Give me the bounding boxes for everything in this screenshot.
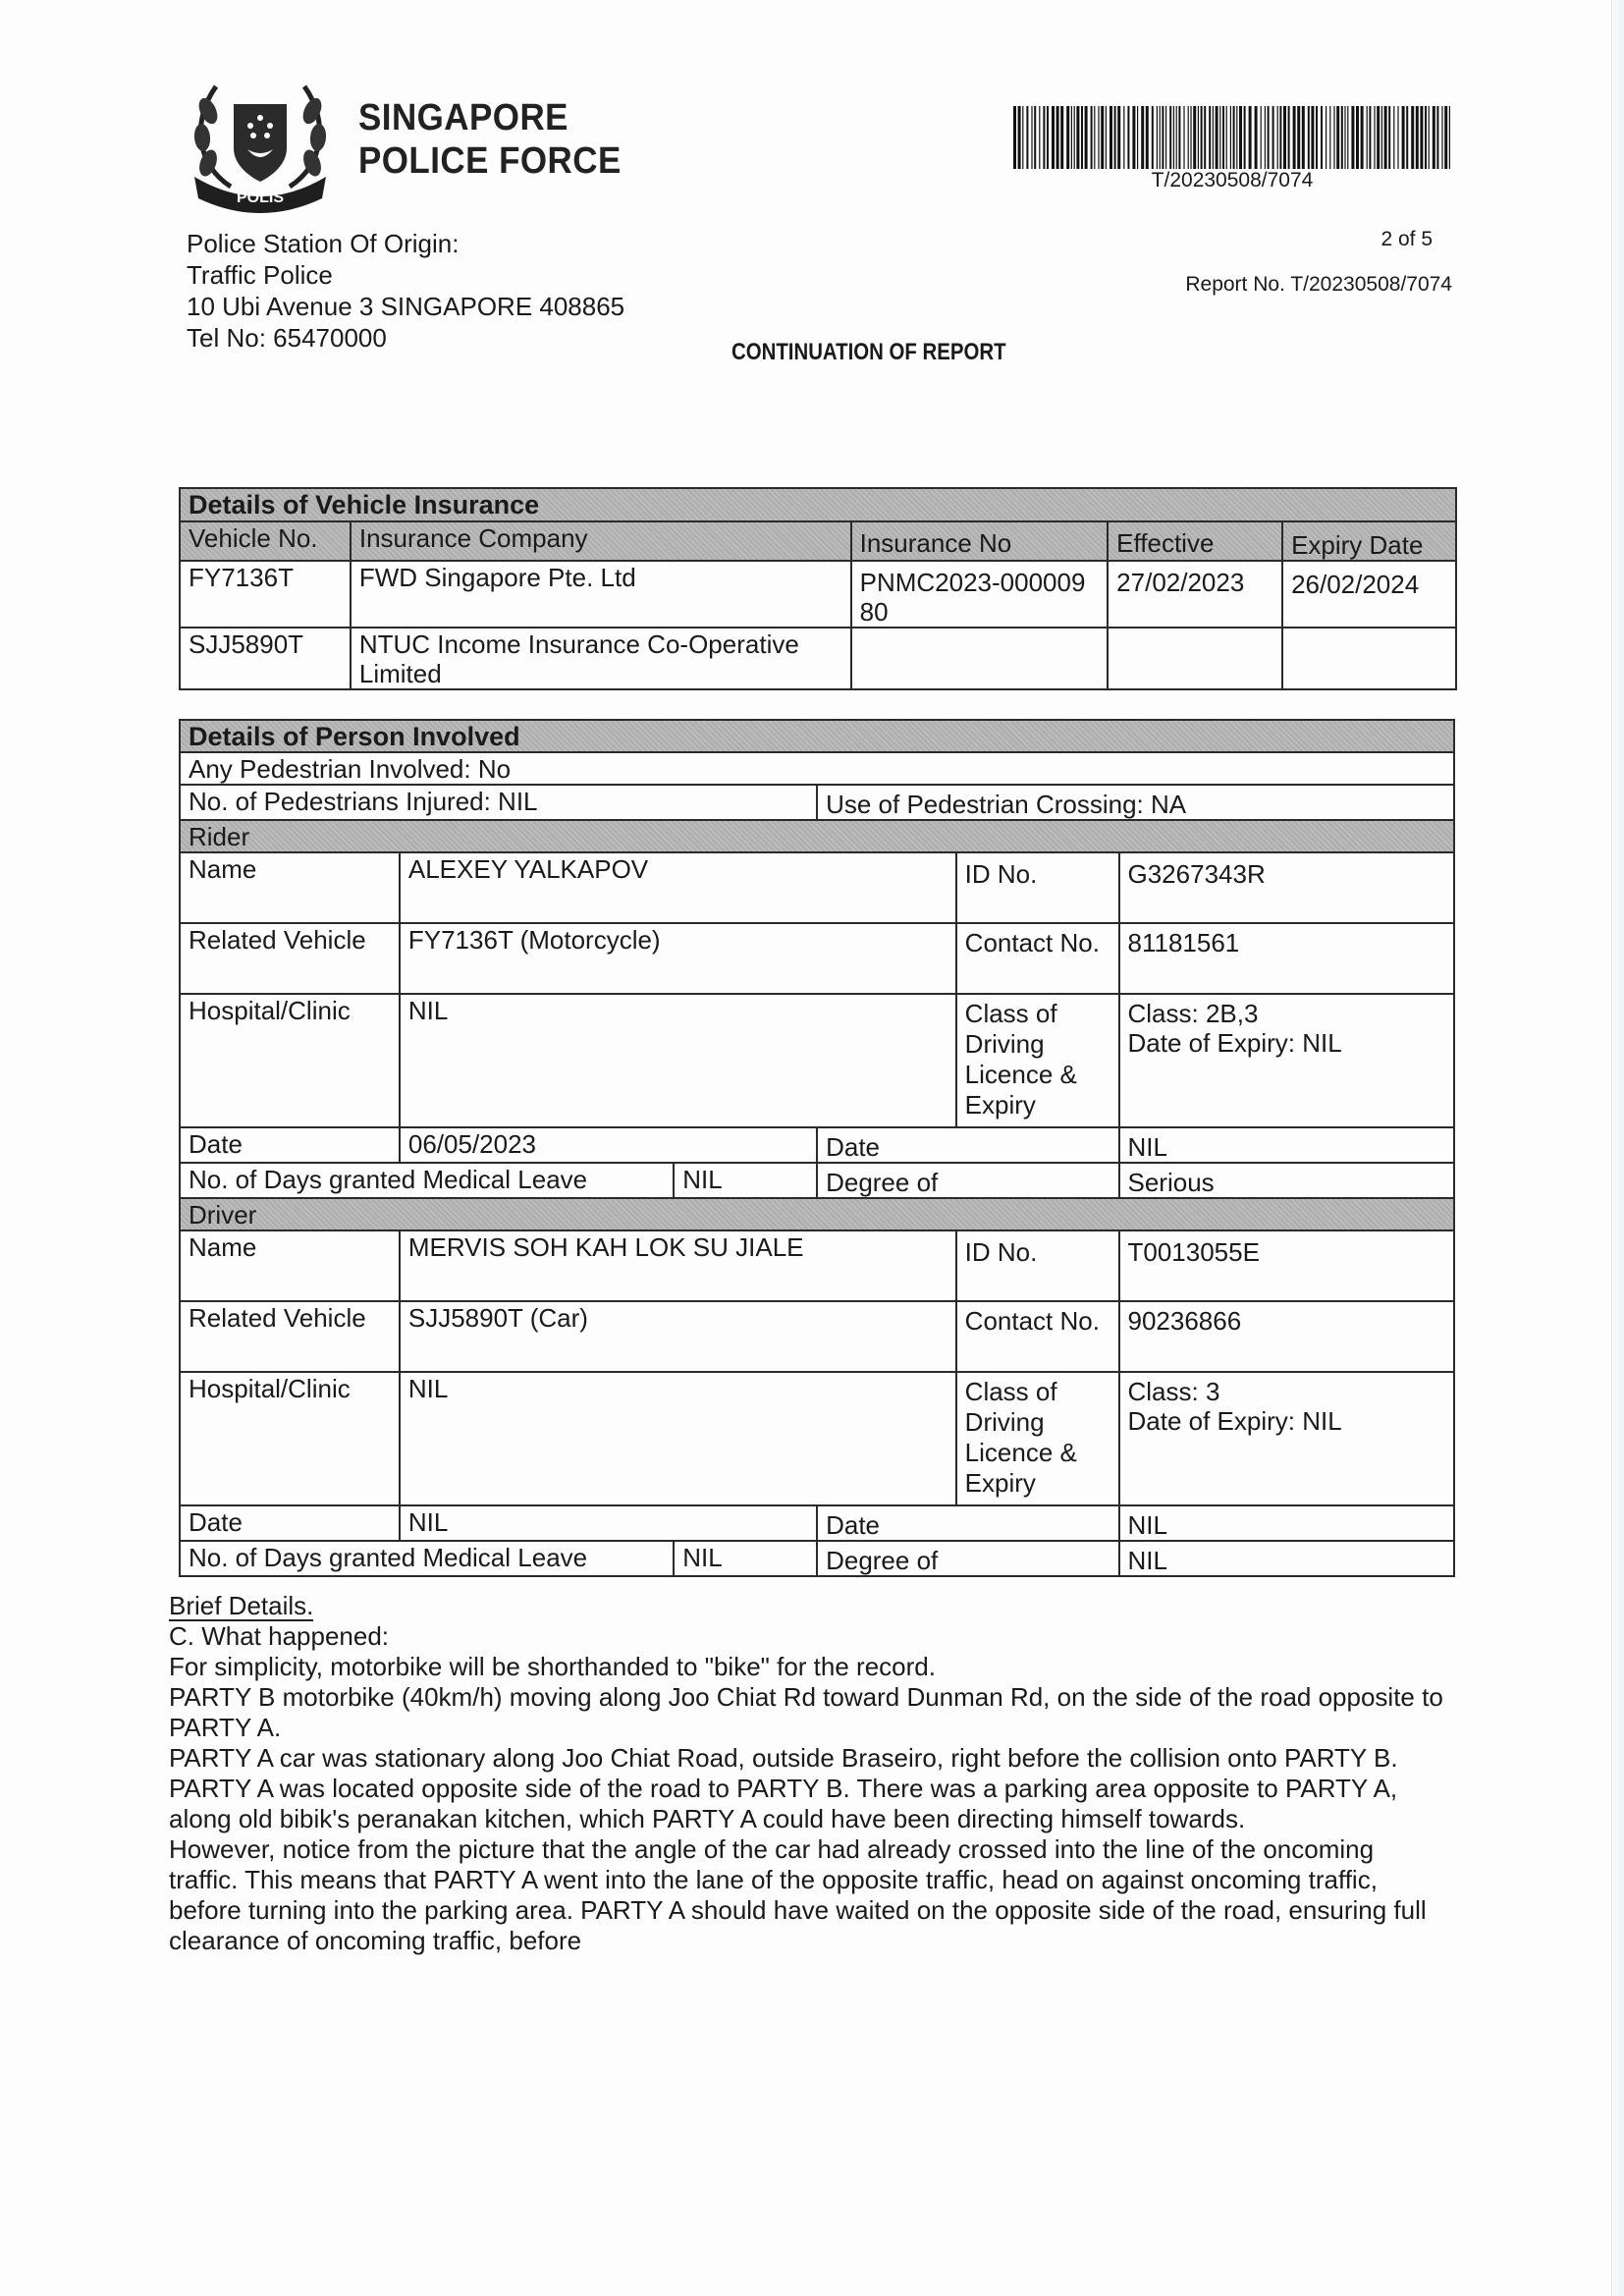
barcode-bar	[1198, 106, 1199, 169]
driver-licence	[1119, 1372, 1455, 1505]
barcode-bar	[1411, 106, 1414, 169]
driver-date-2: NIL	[1119, 1505, 1455, 1541]
barcode-bar	[1416, 106, 1419, 169]
barcode-bar	[1233, 106, 1235, 169]
barcode-bar	[1347, 106, 1348, 169]
origin-address: 10 Ubi Avenue 3 SINGAPORE 408865	[187, 292, 625, 321]
barcode-bar	[1193, 106, 1196, 169]
table-header-row	[180, 521, 1456, 561]
driver-id-no: T0013055E	[1119, 1230, 1455, 1301]
label-id-no: ID No.	[956, 852, 1119, 923]
brief-paragraph: However, notice from the picture that the angle of the car had already crossed into the line of the oncoming traffic. This means that PARTY A went into the lane of the opposite traffic, head on against oncoming traffic, before turning into the parking area. PARTY A should have waited on the opposite side of the road, ensuring full clearance of oncoming traffic, before	[169, 1834, 1427, 1955]
rider-id-no: G3267343R	[1119, 852, 1455, 923]
section-title: Details of Vehicle Insurance	[180, 488, 1456, 521]
barcode-bar	[1265, 106, 1266, 169]
barcode-bar	[1178, 106, 1180, 169]
label-date-2: Date	[817, 1127, 1118, 1163]
person-involved-table	[179, 719, 1455, 1577]
table-row	[180, 628, 1456, 689]
driver-related-vehicle: SJJ5890T (Car)	[400, 1301, 956, 1372]
column-header: Effective	[1108, 521, 1282, 561]
barcode-bar	[1123, 106, 1124, 169]
barcode-bar	[1249, 106, 1252, 169]
barcode-bar	[1013, 106, 1016, 169]
barcode-bar	[1261, 106, 1262, 169]
barcode-bar	[1329, 106, 1330, 169]
barcode-bar	[1117, 106, 1120, 169]
label-degree: Degree of	[817, 1541, 1118, 1576]
label-related-vehicle: Related Vehicle	[180, 923, 400, 994]
brand-name	[358, 96, 622, 183]
label-hospital: Hospital/Clinic	[180, 994, 400, 1127]
rider-date: 06/05/2023	[400, 1127, 817, 1163]
barcode-bar	[1381, 106, 1382, 169]
barcode-bar	[1272, 106, 1274, 169]
column-header: Vehicle No.	[180, 521, 351, 561]
label-id-no: ID No.	[956, 1230, 1119, 1301]
pedestrian-crossing: Use of Pedestrian Crossing: NA	[817, 785, 1454, 820]
police-crest-logo	[187, 67, 334, 214]
barcode-bar	[1091, 106, 1093, 169]
barcode-bar	[1026, 106, 1028, 169]
brief-subheading: C. What happened:	[169, 1621, 390, 1651]
pedestrians-injured: No. of Pedestrians Injured: NIL	[180, 785, 817, 820]
barcode-bar	[1239, 106, 1242, 169]
barcode-bar	[1297, 106, 1300, 169]
barcode-bar	[1094, 106, 1095, 169]
label-hospital: Hospital/Clinic	[180, 1372, 400, 1505]
barcode-bar	[1176, 106, 1177, 169]
column-header: Expiry Date	[1282, 521, 1456, 561]
driver-licence-class: Class: 3	[1127, 1377, 1220, 1406]
driver-licence-expiry: Date of Expiry: NIL	[1127, 1406, 1342, 1436]
barcode-bar	[1052, 106, 1055, 169]
barcode-bar	[1039, 106, 1040, 169]
barcode-bar	[1308, 106, 1310, 169]
barcode-bar	[1425, 106, 1427, 169]
barcode-bar	[1302, 106, 1305, 169]
effective-date	[1108, 628, 1282, 689]
barcode-bar	[1022, 106, 1023, 169]
barcode-bar	[1384, 106, 1387, 169]
rider-licence	[1119, 994, 1455, 1127]
barcode-bar	[1279, 106, 1281, 169]
rider-contact-no: 81181561	[1119, 923, 1455, 994]
barcode-bar	[1374, 106, 1375, 169]
barcode-bar	[1152, 106, 1154, 169]
label-name: Name	[180, 1230, 400, 1301]
barcode-bar	[1160, 106, 1161, 169]
page-title: CONTINUATION OF REPORT	[731, 339, 1006, 365]
barcode-bar	[1388, 106, 1390, 169]
barcode-bar	[1060, 106, 1063, 169]
label-related-vehicle: Related Vehicle	[180, 1301, 400, 1372]
insurance-company: NTUC Income Insurance Co-Operative Limited	[351, 628, 851, 689]
label-degree: Degree of	[817, 1163, 1118, 1198]
barcode-bar	[1034, 106, 1036, 169]
barcode-bar	[1402, 106, 1405, 169]
barcode-bar	[1351, 106, 1354, 169]
barcode-bar	[1031, 106, 1032, 169]
label-date: Date	[180, 1505, 400, 1541]
label-contact-no: Contact No.	[956, 1301, 1119, 1372]
barcode-bar	[1393, 106, 1394, 169]
origin-name: Traffic Police	[187, 260, 333, 290]
driver-degree: NIL	[1119, 1541, 1455, 1576]
rider-licence-class: Class: 2B,3	[1127, 999, 1259, 1028]
barcode-bar	[1127, 106, 1129, 169]
barcode-bar	[1316, 106, 1318, 169]
barcode-bar	[1056, 106, 1059, 169]
barcode-bar	[1356, 106, 1359, 169]
crest-text: POLIS	[236, 190, 285, 206]
barcode-bar	[1444, 106, 1447, 169]
barcode-bar	[1336, 106, 1339, 169]
label-mc-days: No. of Days granted Medical Leave	[180, 1541, 674, 1576]
barcode-bar	[1293, 106, 1296, 169]
driver-date: NIL	[400, 1505, 817, 1541]
barcode-text: T/20230508/7074	[1151, 169, 1314, 191]
barcode-bar	[1188, 106, 1189, 169]
brief-paragraph: PARTY A car was stationary along Joo Chiat Road, outside Braseiro, right before the collision onto PARTY B. PARTY A was located opposite side of the road to PARTY B. There was a parking area opposite to PARTY A, along old bibik's peranakan kitchen, which PARTY A could have been directing himself towards.	[169, 1743, 1398, 1833]
barcode-bar	[1043, 106, 1045, 169]
rider-mc-days: NIL	[674, 1163, 817, 1198]
rider-degree: Serious	[1119, 1163, 1455, 1198]
barcode-bar	[1222, 106, 1224, 169]
barcode-bar	[1081, 106, 1083, 169]
barcode-bar	[1311, 106, 1314, 169]
barcode-bar	[1333, 106, 1334, 169]
column-header: Insurance No	[851, 521, 1109, 561]
driver-name: MERVIS SOH KAH LOK SU JIALE	[400, 1230, 956, 1301]
section-title: Details of Person Involved	[180, 720, 1454, 752]
barcode-bar	[1101, 106, 1104, 169]
barcode-bar	[1137, 106, 1138, 169]
barcode-bar	[1397, 106, 1398, 169]
barcode-bar	[1074, 106, 1075, 169]
rider-date-2: NIL	[1119, 1127, 1455, 1163]
rider-licence-expiry: Date of Expiry: NIL	[1127, 1028, 1342, 1058]
barcode-bar	[1183, 106, 1184, 169]
barcode-bar	[1341, 106, 1343, 169]
brief-heading: Brief Details.	[169, 1591, 314, 1620]
page-edge	[1611, 0, 1624, 2296]
barcode-bar	[1441, 106, 1442, 169]
label-mc-days: No. of Days granted Medical Leave	[180, 1163, 674, 1198]
barcode-bar	[1226, 106, 1227, 169]
barcode-bar	[1255, 106, 1258, 169]
barcode-bar	[1230, 106, 1231, 169]
barcode-bar	[1433, 106, 1435, 169]
barcode-bar	[1110, 106, 1112, 169]
barcode-bar	[1047, 106, 1049, 169]
barcode-bar	[1157, 106, 1158, 169]
label-date: Date	[180, 1127, 400, 1163]
barcode-bar	[1076, 106, 1079, 169]
barcode-bar	[1204, 106, 1206, 169]
barcode-bar	[1406, 106, 1408, 169]
barcode-bar	[1169, 106, 1171, 169]
insurance-no	[851, 628, 1109, 689]
barcode-bar	[1201, 106, 1203, 169]
barcode-bar	[1436, 106, 1438, 169]
brief-paragraph: For simplicity, motorbike will be shorthanded to "bike" for the record.	[169, 1652, 936, 1681]
barcode-bar	[1288, 106, 1290, 169]
barcode-bar	[1146, 106, 1149, 169]
station-of-origin	[187, 228, 624, 354]
brief-details	[169, 1591, 1445, 1956]
barcode-bar	[1449, 106, 1450, 169]
barcode-bar	[1209, 106, 1211, 169]
barcode-bar	[1114, 106, 1116, 169]
barcode-bar	[1377, 106, 1380, 169]
barcode-bar	[1190, 106, 1191, 169]
label-date-2: Date	[817, 1505, 1118, 1541]
label-licence: Class of Driving Licence & Expiry	[956, 1372, 1119, 1505]
barcode-bar	[1165, 106, 1166, 169]
rider-name: ALEXEY YALKAPOV	[400, 852, 956, 923]
barcode-bar	[1244, 106, 1246, 169]
driver-mc-days: NIL	[674, 1541, 817, 1576]
barcode-bar	[1141, 106, 1144, 169]
barcode-bar	[1429, 106, 1430, 169]
barcode-bar	[1018, 106, 1021, 169]
barcode-bar	[1321, 106, 1323, 169]
barcode-bar	[1420, 106, 1423, 169]
barcode-bar	[1369, 106, 1371, 169]
barcode-bar	[1085, 106, 1088, 169]
driver-section: Driver	[180, 1198, 1454, 1230]
barcode-bar	[1213, 106, 1214, 169]
page-number: 2 of 5	[1380, 228, 1433, 250]
barcode-bar	[1216, 106, 1218, 169]
rider-hospital: NIL	[400, 994, 956, 1127]
barcode-bar	[1071, 106, 1072, 169]
barcode-bar	[1268, 106, 1270, 169]
vehicle-insurance-table	[179, 487, 1457, 690]
barcode-bar	[1066, 106, 1069, 169]
report-number: Report No. T/20230508/7074	[1185, 273, 1452, 296]
effective-date: 27/02/2023	[1108, 561, 1282, 628]
column-header: Insurance Company	[351, 521, 851, 561]
insurance-company: FWD Singapore Pte. Ltd	[351, 561, 851, 628]
rider-related-vehicle: FY7136T (Motorcycle)	[400, 923, 956, 994]
barcode-bar	[1162, 106, 1164, 169]
label-contact-no: Contact No.	[956, 923, 1119, 994]
insurance-no: PNMC2023-00000980	[851, 561, 1109, 628]
origin-tel: Tel No: 65470000	[187, 323, 387, 353]
table-row	[180, 561, 1456, 628]
expiry-date	[1282, 628, 1456, 689]
barcode-bar	[1277, 106, 1278, 169]
barcode-bar	[1361, 106, 1364, 169]
brief-paragraph: PARTY B motorbike (40km/h) moving along Joo Chiat Rd toward Dunman Rd, on the side of the road opposite to PARTY A.	[169, 1682, 1443, 1742]
expiry-date: 26/02/2024	[1282, 561, 1456, 628]
driver-contact-no: 90236866	[1119, 1301, 1455, 1372]
vehicle-no: FY7136T	[180, 561, 351, 628]
barcode-bar	[1344, 106, 1345, 169]
label-name: Name	[180, 852, 400, 923]
label-licence: Class of Driving Licence & Expiry	[956, 994, 1119, 1127]
barcode-bar	[1132, 106, 1135, 169]
origin-label: Police Station Of Origin:	[187, 229, 460, 258]
barcode-bar	[1236, 106, 1237, 169]
rider-section: Rider	[180, 820, 1454, 852]
brand-line1: SINGAPORE	[358, 97, 568, 138]
barcode-bar	[1219, 106, 1220, 169]
barcode-bar	[1106, 106, 1107, 169]
vehicle-no: SJJ5890T	[180, 628, 351, 689]
brand-line2: POLICE FORCE	[358, 140, 622, 182]
barcode-bar	[1367, 106, 1368, 169]
barcode	[1011, 106, 1453, 169]
barcode-bar	[1173, 106, 1174, 169]
barcode-bar	[1098, 106, 1099, 169]
pedestrian-involved: Any Pedestrian Involved: No	[180, 752, 1454, 785]
driver-hospital: NIL	[400, 1372, 956, 1505]
barcode-bar	[1283, 106, 1286, 169]
